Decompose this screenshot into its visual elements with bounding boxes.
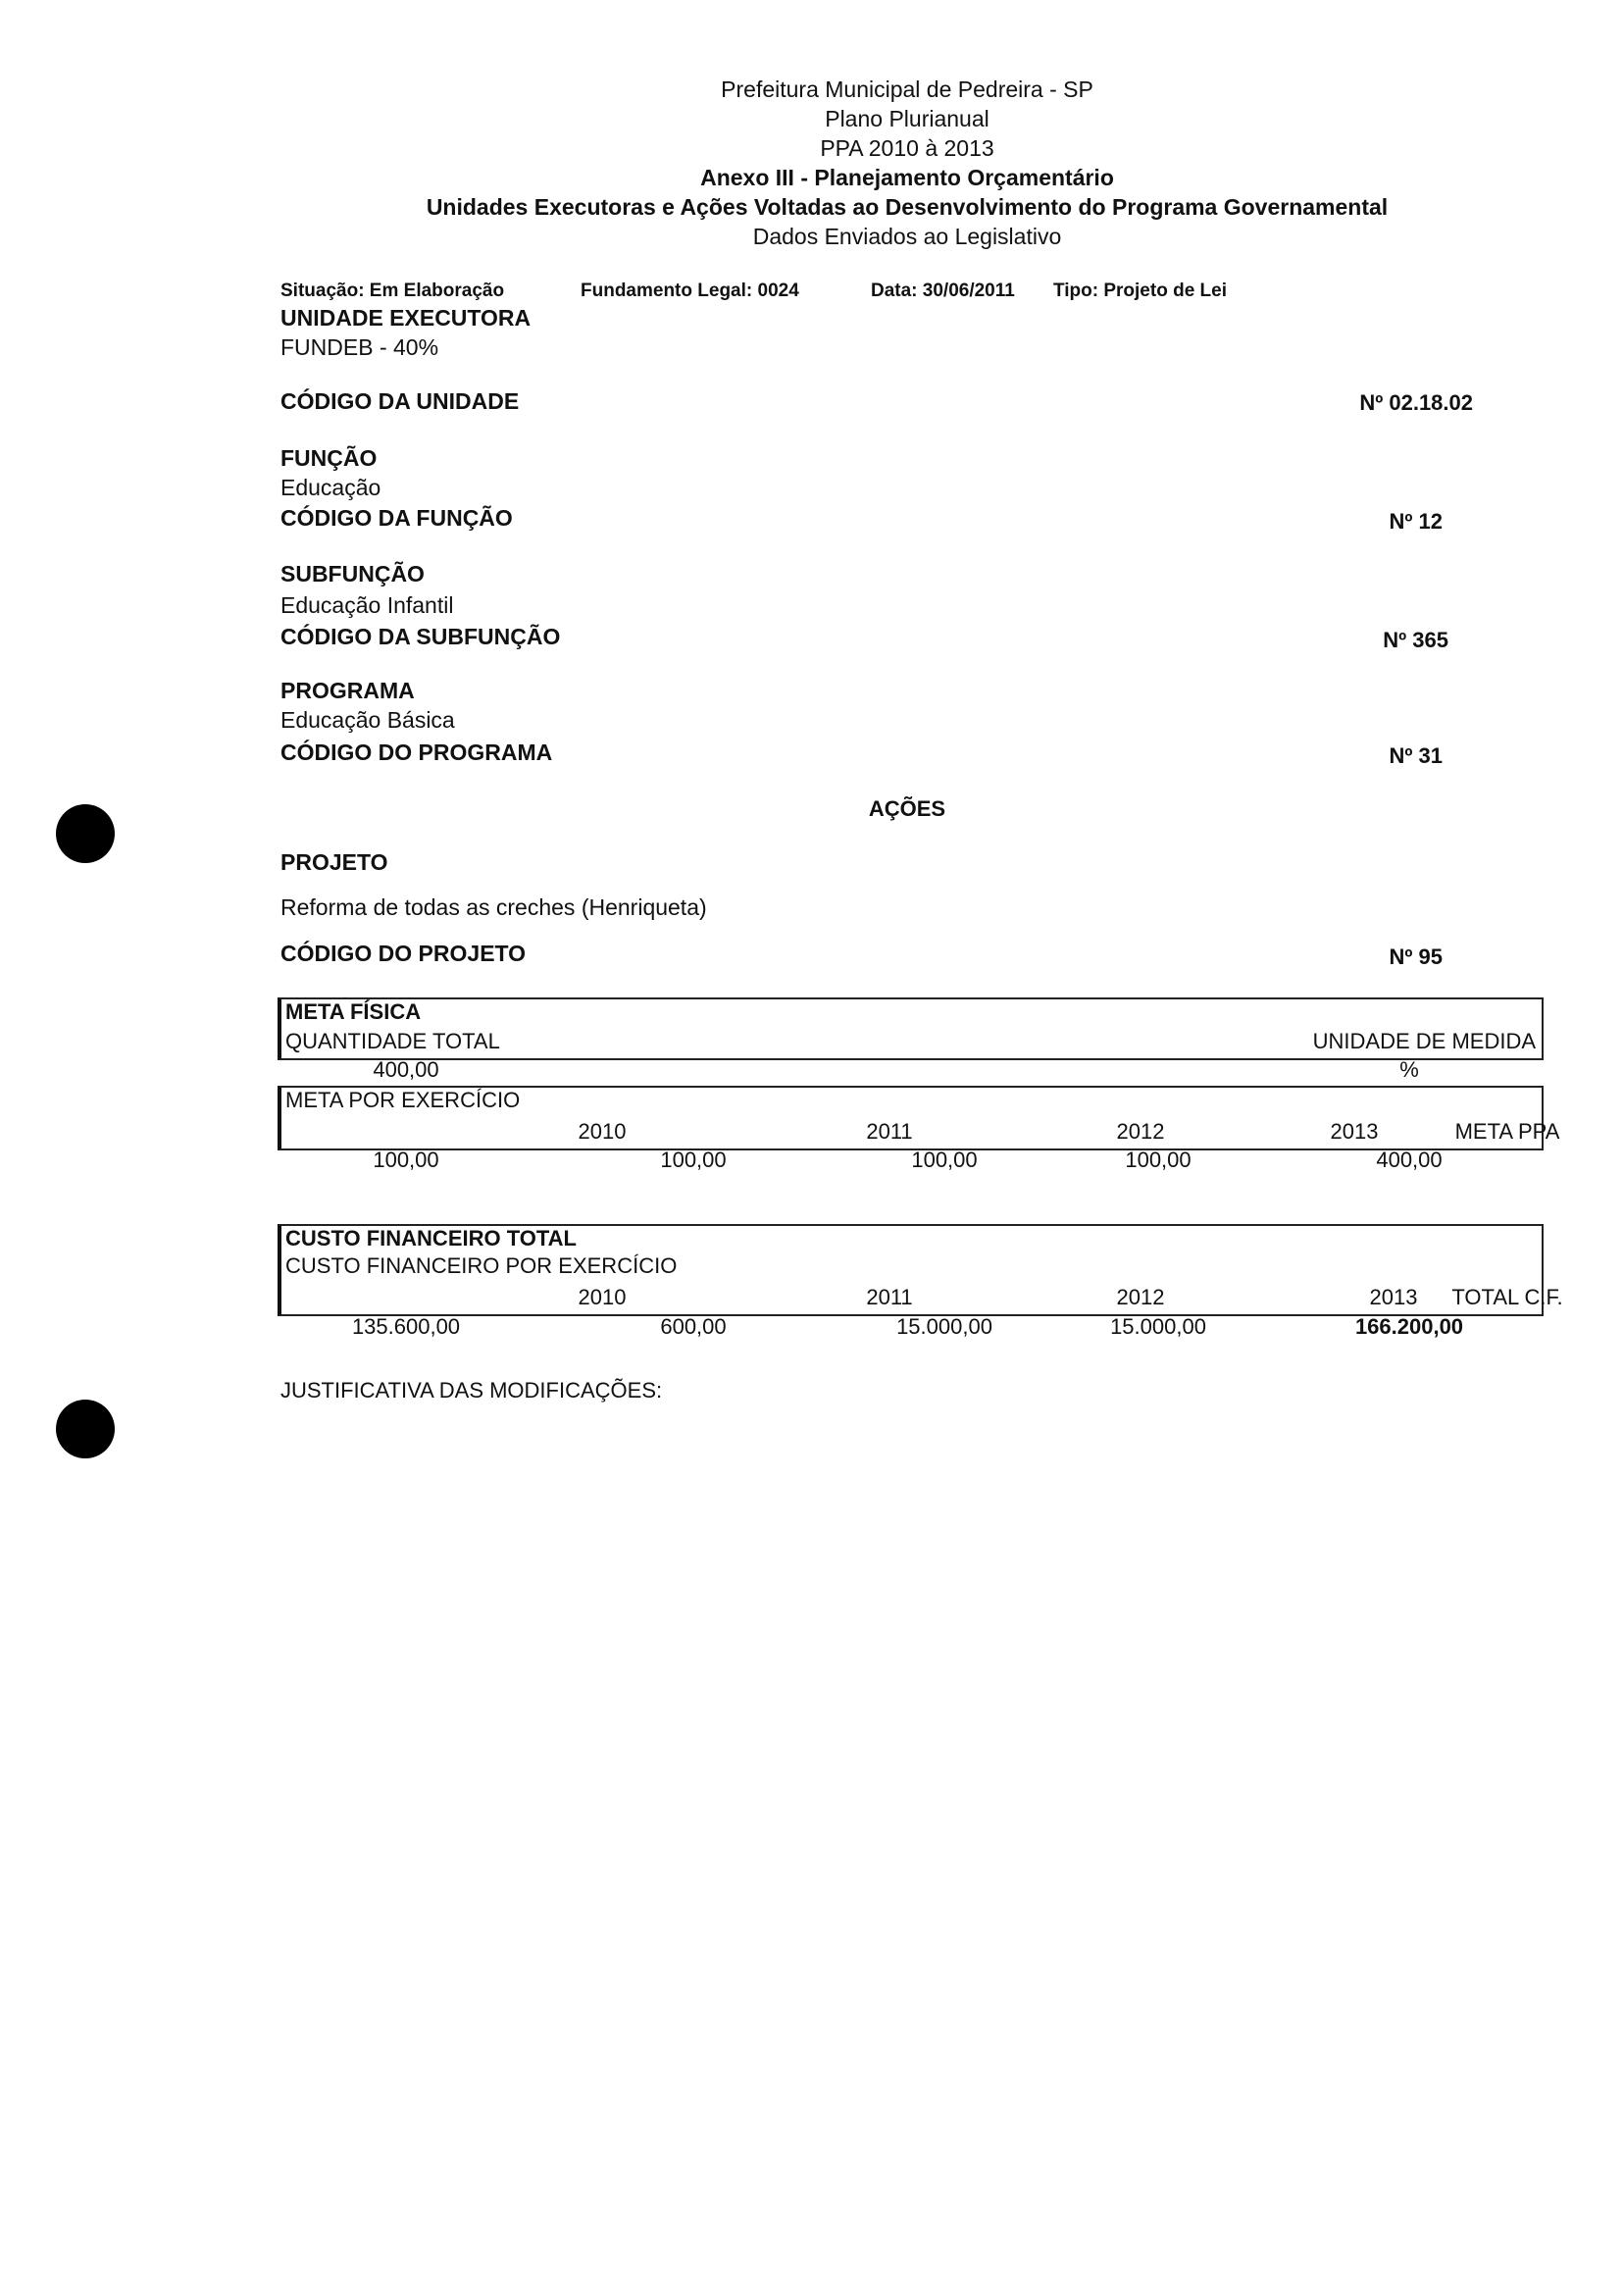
- column-header: 2010: [578, 1285, 627, 1309]
- projeto-code: Nº 95: [1389, 944, 1443, 969]
- custo-title: CUSTO FINANCEIRO TOTAL: [285, 1226, 577, 1250]
- tipo: Tipo: Projeto de Lei: [1053, 281, 1227, 301]
- header-line: Plano Plurianual: [825, 106, 989, 131]
- unidade-label: UNIDADE EXECUTORA: [280, 305, 532, 331]
- column-header: 2013: [1369, 1285, 1418, 1309]
- subfuncao-label: SUBFUNÇÃO: [280, 561, 425, 587]
- column-header: 2010: [578, 1119, 627, 1144]
- custo-exercicio-title: CUSTO FINANCEIRO POR EXERCÍCIO: [285, 1253, 678, 1278]
- justificativa-label: JUSTIFICATIVA DAS MODIFICAÇÕES:: [280, 1378, 663, 1403]
- unidade-value: FUNDEB - 40%: [280, 334, 439, 360]
- meta-value: 100,00: [1125, 1148, 1192, 1172]
- unidade-medida-value: %: [1399, 1057, 1419, 1082]
- meta-value: 100,00: [660, 1148, 727, 1172]
- custo-value: 15.000,00: [896, 1314, 992, 1339]
- meta-fisica-box: [278, 997, 1544, 1060]
- column-header: 2011: [866, 1285, 913, 1309]
- funcao-code: Nº 12: [1389, 509, 1443, 534]
- funcao-label: FUNÇÃO: [280, 445, 378, 471]
- custo-total-value: 166.200,00: [1354, 1314, 1464, 1339]
- funcao-code-label: CÓDIGO DA FUNÇÃO: [280, 505, 513, 531]
- unidade-code-label: CÓDIGO DA UNIDADE: [280, 388, 520, 414]
- quantidade-total-value: 400,00: [373, 1057, 439, 1082]
- programa-code-label: CÓDIGO DO PROGRAMA: [280, 740, 553, 765]
- header-line: Prefeitura Municipal de Pedreira - SP: [721, 77, 1093, 102]
- custo-value: 15.000,00: [1110, 1314, 1206, 1339]
- column-header: 2012: [1116, 1285, 1165, 1309]
- acoes-heading: AÇÕES: [868, 796, 946, 821]
- programa-label: PROGRAMA: [280, 678, 415, 703]
- unidade-medida-label: UNIDADE DE MEDIDA: [1312, 1029, 1536, 1053]
- column-header: 2012: [1116, 1119, 1165, 1144]
- projeto-label: PROJETO: [280, 849, 388, 875]
- header-line: PPA 2010 à 2013: [820, 135, 994, 161]
- meta-fisica-title: META FÍSICA: [285, 999, 422, 1024]
- programa-code: Nº 31: [1389, 743, 1443, 768]
- header-title: Anexo III - Planejamento Orçamentário: [700, 165, 1114, 190]
- meta-value: 400,00: [1376, 1148, 1443, 1172]
- meta-exercicio-box: [278, 1086, 1560, 1150]
- subfuncao-code: Nº 365: [1383, 628, 1448, 652]
- header-subtitle: Unidades Executoras e Ações Voltadas ao Desenvolvimento do Programa Governamental: [426, 194, 1389, 220]
- unidade-code: Nº 02.18.02: [1359, 390, 1473, 415]
- quantidade-total-label: QUANTIDADE TOTAL: [285, 1029, 500, 1053]
- custo-value: 600,00: [660, 1314, 727, 1339]
- custo-box: [278, 1224, 1563, 1316]
- column-header: 2011: [866, 1119, 913, 1144]
- subfuncao-value: Educação Infantil: [280, 592, 454, 618]
- meta-value: 100,00: [911, 1148, 978, 1172]
- projeto-value: Reforma de todas as creches (Henriqueta): [280, 894, 707, 920]
- column-header: 2013: [1330, 1119, 1379, 1144]
- column-header: META PPA: [1454, 1119, 1560, 1144]
- meta-exercicio-title: META POR EXERCÍCIO: [285, 1088, 521, 1112]
- situacao: Situação: Em Elaboração: [280, 281, 505, 301]
- programa-value: Educação Básica: [280, 707, 455, 733]
- header-line: Dados Enviados ao Legislativo: [752, 224, 1062, 249]
- fundamento-legal: Fundamento Legal: 0024: [581, 281, 799, 301]
- funcao-value: Educação: [280, 475, 381, 500]
- column-header: TOTAL C.F.: [1451, 1285, 1563, 1309]
- custo-value: 135.600,00: [351, 1314, 461, 1339]
- data: Data: 30/06/2011: [871, 281, 1015, 301]
- projeto-code-label: CÓDIGO DO PROJETO: [280, 941, 527, 966]
- subfuncao-code-label: CÓDIGO DA SUBFUNÇÃO: [280, 624, 561, 649]
- punch-hole: [56, 1400, 115, 1458]
- meta-value: 100,00: [373, 1148, 439, 1172]
